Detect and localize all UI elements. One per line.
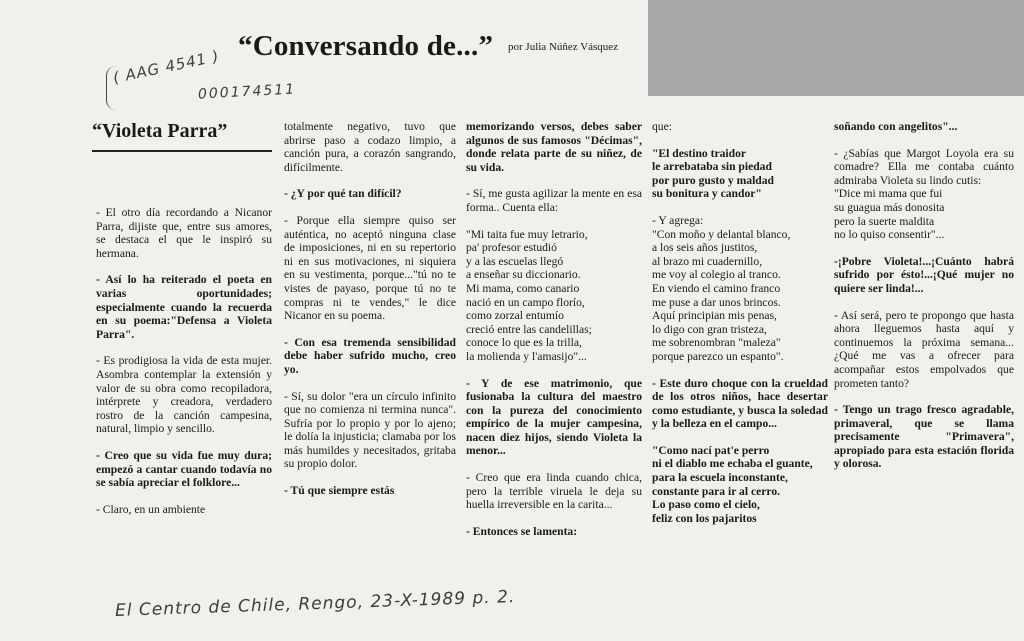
paragraph: -¡Pobre Violeta!...¡Cuánto habrá sufrido por ésto!...¡Qué mujer no quiere ser linda!...	[834, 254, 1014, 295]
paragraph: - El otro día recordando a Nicanor Parra, dijiste que, entre sus amores, se destaca el que le inspiró su hermana.	[96, 206, 272, 260]
paragraph: - Entonces se lamenta:	[466, 524, 578, 538]
paragraph: - Claro, en un ambiente	[96, 502, 206, 516]
paragraph: - Creo que su vida fue muy dura; empezó a cantar cuando todavía no se sabía apreciar el folklore...	[96, 448, 272, 490]
title-underline	[92, 150, 272, 152]
article-column-3	[466, 120, 642, 551]
handwritten-record-number: 000174511	[197, 81, 297, 103]
article-column-5	[834, 120, 1014, 484]
paragraph: - Y de ese matrimonio, que fusionaba la cultura del maestro con la pureza del conocimiento empírico de la mujer campesina, nacen diez hijos, siendo Violeta la menor...	[466, 376, 642, 458]
byline: por Julia Núñez Vásquez	[508, 41, 619, 53]
paragraph: - Es prodigiosa la vida de esta mujer. Asombra contemplar la extensión y valor de su obra como recopiladora, intérprete y creadora, verdadero rostro de la canción campesina, natural, limpio y sencillo.	[96, 354, 272, 436]
paragraph: "El destino traidor le arrebataba sin piedad por puro gusto y maldad su bonitura y candor"	[652, 146, 774, 201]
handwritten-source-note: El Centro de Chile, Rengo, 23-X-1989 p. 2.	[114, 587, 516, 621]
paragraph: - Este duro choque con la crueldad de los otros niños, hace desertar como estudiante, y busca la soledad y la belleza en el campo...	[652, 376, 828, 431]
paragraph: - Tú que siempre estás	[284, 484, 395, 498]
headline: “Conversando de...”	[238, 30, 494, 62]
paragraph: - Así será, pero te propongo que hasta ahora lleguemos hasta aquí y continuemos la próxima semana... ¿Qué me vas a ofrecer para acompañar estos empolvados que prometen tanto?	[834, 308, 1014, 390]
article-column-4	[652, 120, 828, 538]
paragraph: - ¿Sabías que Margot Loyola era su comadre? Ella me contaba cuánto admiraba Violeta su lindo cutis: "Dice mi mama que fui su guagua más donosita pero la suerte maldita no lo quiso consentir"...	[834, 146, 1014, 242]
paragraph: - Así lo ha reiterado el poeta en varias oportunidades; especialmente cuando la recuerda en su poema:"Defensa a Violeta Parra".	[96, 273, 272, 341]
paragraph: totalmente negativo, tuvo que abrirse paso a codazo limpio, a canción pura, a corazón sangrando, difícilmente.	[284, 120, 456, 174]
paragraph: memorizando versos, debes saber algunos de sus famosos "Décimas", donde relata parte de su niñez, de su vida.	[466, 120, 642, 174]
handwritten-archive-code: ( AAG 4541 )	[111, 46, 222, 88]
paragraph: - Sí, me gusta agilizar la mente en esa forma.. Cuenta ella:	[466, 187, 642, 214]
paragraph: - Y agrega: "Con moño y delantal blanco, a los seis años justitos, al brazo mi cuadernillo, me voy al colegio al tranco. En viendo el camino franco me puse a dar unos brincos. Aquí principian mis penas, lo digo con gran tristeza, me sobrenombran "maleza" porque parezco un espanto".	[652, 213, 791, 363]
paragraph: - Porque ella siempre quiso ser auténtica, no aceptó ninguna clase de imposiciones, ni en su repertorio ni en sus motivaciones, ni siquiera en su vestimenta, porque..."tú no te vistes de payaso, porque tú no te compras ni te vendes," le dice Nicanor en su poema.	[284, 213, 456, 323]
section-title: “Violeta Parra”	[92, 120, 228, 142]
article-column-2	[284, 120, 456, 511]
paragraph: - Creo que era linda cuando chica, pero la terrible viruela le deja su huella irreversible en la carita...	[466, 471, 642, 512]
paragraph: que:	[652, 120, 672, 133]
article-column-1	[96, 206, 272, 529]
paragraph: "Mi taita fue muy letrario, pa' profesor estudió y a las escuelas llegó a enseñar su diccionario. Mi mama, como canario nació en un campo florío, como zorzal entumío creció entre las candelillas; conoce lo que es la trilla, la molienda y l'amasijo"...	[466, 227, 592, 363]
paragraph: - Sí, su dolor "era un círculo infinito que no comienza ni termina nunca". Sufría por lo propio y por lo ajeno; le dolía la injusticia; clamaba por los más humildes y necesitados, gritaba su propio dolor.	[284, 389, 456, 471]
paragraph: - Con esa tremenda sensibilidad debe haber sufrido mucho, creo yo.	[284, 335, 456, 376]
paragraph: "Como nací pat'e perro ni el diablo me echaba el guante, para la escuela inconstante, constante para ir al cerro. Lo paso como el cielo, feliz con los pajaritos	[652, 443, 813, 525]
paragraph: - ¿Y por qué tan difícil?	[284, 187, 402, 201]
paragraph: - Tengo un trago fresco agradable, primaveral, que se llama precisamente "Primavera", apropiado para esta estación florida y olorosa.	[834, 403, 1014, 471]
paragraph: soñando con angelitos"...	[834, 120, 958, 133]
